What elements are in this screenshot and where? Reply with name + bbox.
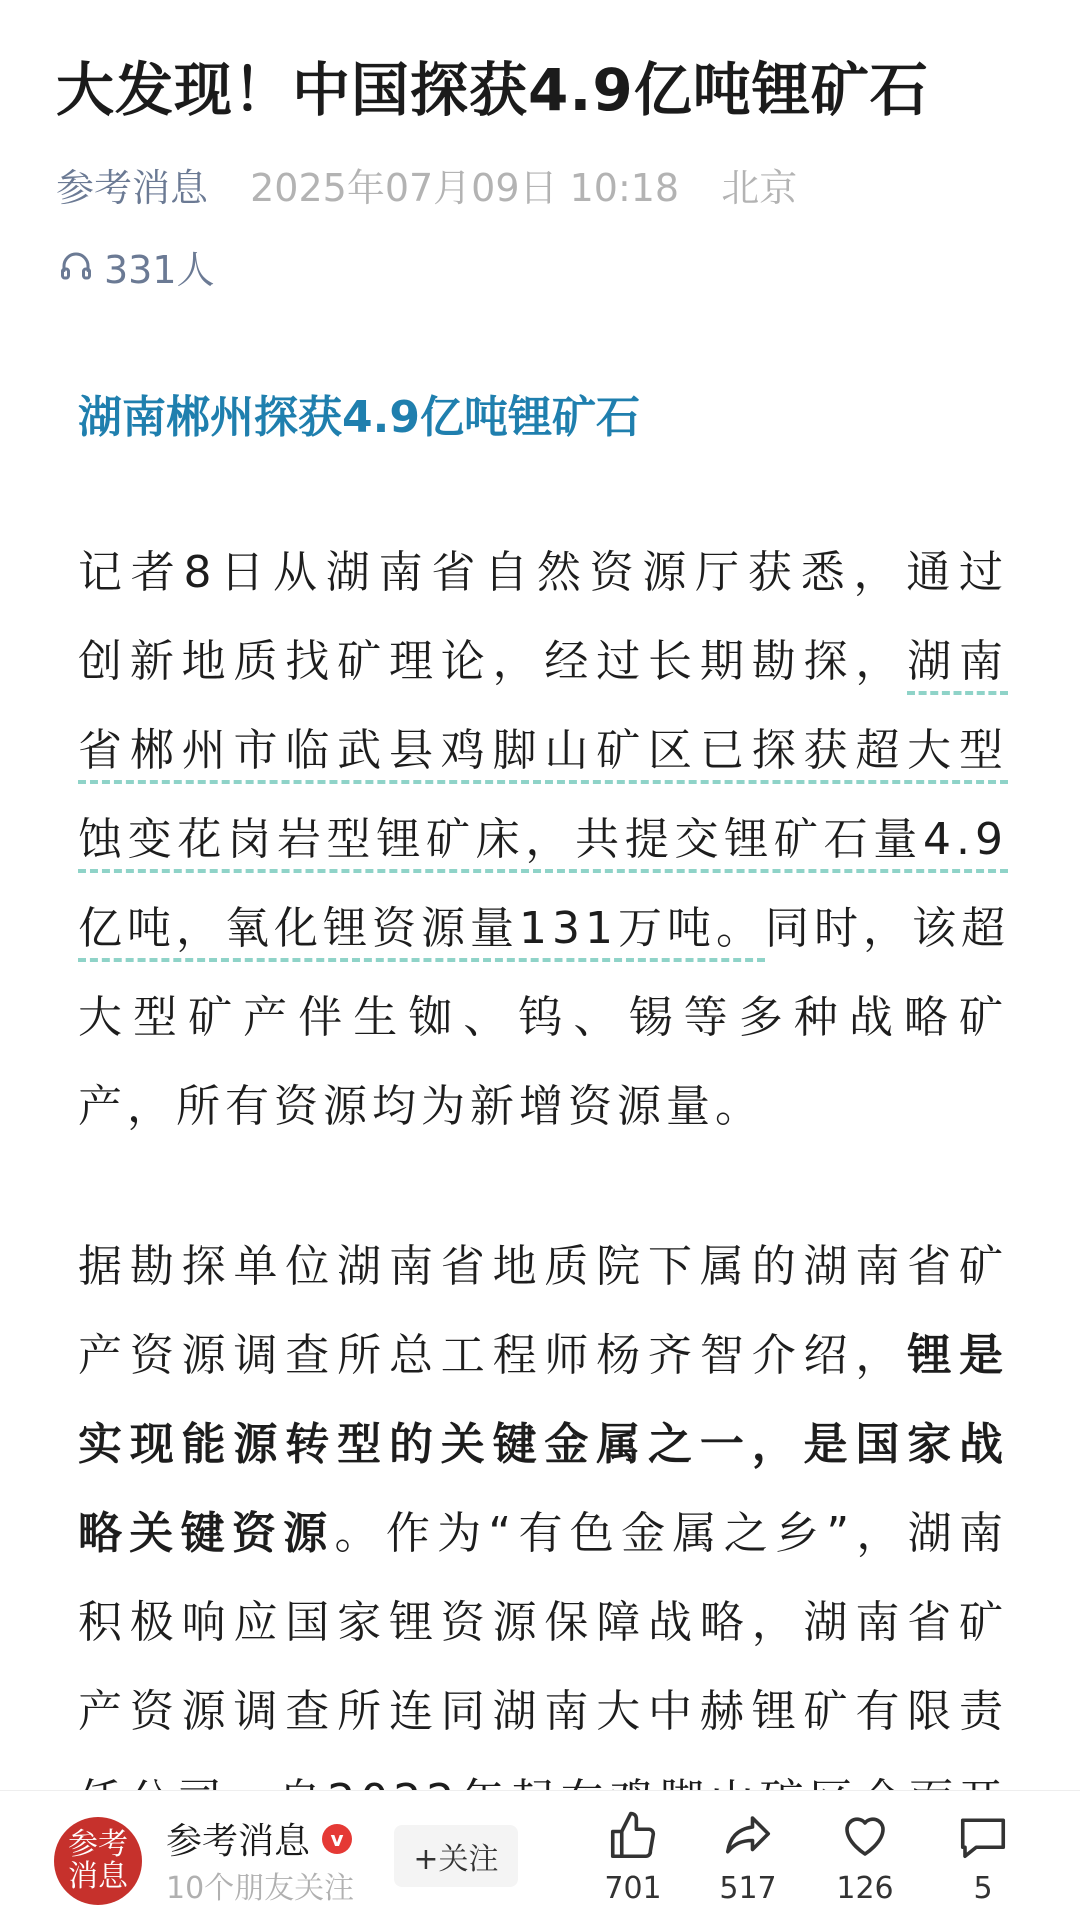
highlighted-text[interactable]: 省郴州市临武县鸡脚山矿区已探获超大型 (78, 725, 1008, 784)
text-line (78, 1489, 1008, 1578)
text-line (78, 1311, 1008, 1400)
comment-icon (956, 1809, 1010, 1863)
verified-badge-icon: v (322, 1824, 352, 1854)
bold-text: 略关键资源 (78, 1508, 335, 1559)
text-span: 同时，该超 (764, 903, 1010, 954)
text-line (78, 706, 1008, 795)
author-name[interactable] (166, 1813, 352, 1864)
headphones-icon (58, 248, 94, 284)
highlighted-text[interactable]: 蚀变花岗岩型锂矿床，共提交锂矿石量4.9 (78, 814, 1008, 873)
text-line: 大型矿产伴生铷、钨、锡等多种战略矿 (78, 992, 1008, 1043)
article-meta (56, 162, 797, 214)
publish-location: 北京 (721, 166, 798, 210)
highlighted-text[interactable]: 亿吨，氧化锂资源量131万吨。 (78, 903, 765, 962)
text-line: 产资源调查所连同湖南大中赫锂矿有限责 (78, 1686, 1008, 1737)
author-name-text: 参考消息 (166, 1821, 311, 1862)
paragraph-1 (78, 528, 1008, 1151)
text-span: 。作为“有色金属之乡”，湖南 (334, 1508, 1009, 1559)
text-span: 产资源调查所总工程师杨齐智介绍， (78, 1330, 908, 1381)
article-title: 大发现！中国探获4.9亿吨锂矿石 (56, 56, 929, 124)
text-line: 产，所有资源均为新增资源量。 (78, 1081, 764, 1132)
text-span: 创新地质找矿理论，经过长期勘探， (78, 636, 908, 687)
text-line (78, 795, 1008, 884)
comment-count: 5 (973, 1871, 993, 1906)
listen-count[interactable] (58, 240, 215, 292)
bottom-action-bar (0, 1790, 1080, 1921)
text-line (78, 884, 1008, 973)
source-link[interactable]: 参考消息 (56, 166, 209, 210)
heart-icon (838, 1809, 892, 1863)
text-line: 据勘探单位湖南省地质院下属的湖南省矿 (78, 1241, 1008, 1292)
share-count: 517 (719, 1871, 777, 1906)
paragraph-2 (78, 1222, 1008, 1845)
favorite-count: 126 (836, 1871, 894, 1906)
bold-text: 锂是 (907, 1330, 1009, 1381)
text-line (78, 617, 1008, 706)
bold-text-line: 实现能源转型的关键金属之一，是国家战 (78, 1419, 1008, 1470)
follow-button[interactable]: +关注 (394, 1825, 518, 1887)
friends-follow-count: 10个朋友关注 (166, 1871, 355, 1906)
favorite-button[interactable] (820, 1809, 910, 1906)
comment-button[interactable] (938, 1809, 1028, 1906)
like-button[interactable] (588, 1809, 678, 1906)
publish-datetime: 2025年07月09日 10:18 (250, 166, 680, 210)
highlighted-text[interactable]: 湖南 (907, 636, 1008, 695)
like-count: 701 (604, 1871, 662, 1906)
article-subtitle: 湖南郴州探获4.9亿吨锂矿石 (78, 392, 640, 443)
text-line: 积极响应国家锂资源保障战略，湖南省矿 (78, 1597, 1008, 1648)
author-avatar[interactable]: 参考消息 (54, 1817, 142, 1905)
share-icon (721, 1809, 775, 1863)
listen-count-text: 331人 (104, 247, 215, 292)
share-button[interactable] (703, 1809, 793, 1906)
thumbs-up-icon (606, 1809, 660, 1863)
text-line: 记者8日从湖南省自然资源厅获悉，通过 (78, 547, 1008, 598)
